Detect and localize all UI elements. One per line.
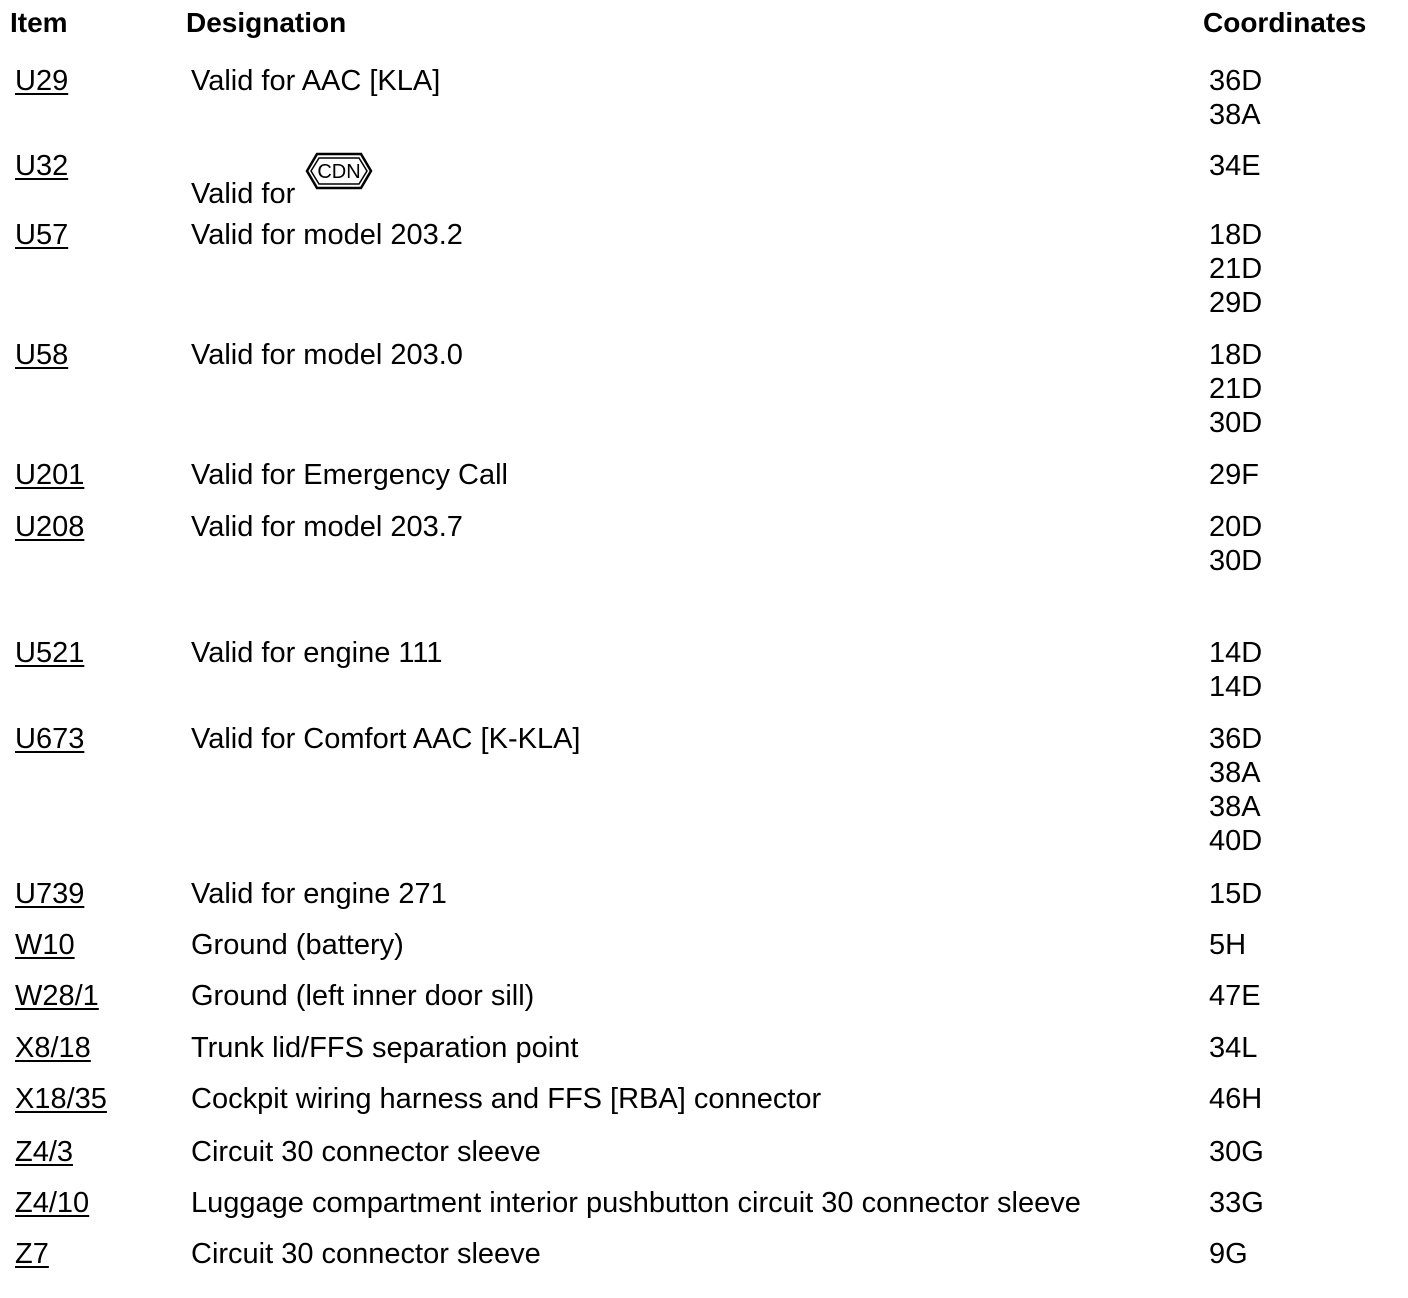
coordinate-value: 30D: [1209, 407, 1263, 439]
coordinate-value: 5H: [1209, 929, 1247, 961]
coordinates-cell: [1209, 722, 1262, 858]
designation-text: Valid for Comfort AAC [K-KLA]: [191, 723, 581, 755]
item-link[interactable]: W28/1: [15, 980, 99, 1012]
coordinates-cell: [1209, 64, 1262, 132]
coordinate-value: 38A: [1209, 757, 1261, 789]
coordinates-cell: [1209, 1135, 1264, 1169]
designation-cell: [191, 218, 463, 252]
designation-text: Luggage compartment interior pushbutton circuit 30 connector sleeve: [191, 1187, 1081, 1219]
designation-cell: [191, 979, 534, 1013]
item-link[interactable]: U32: [15, 150, 69, 182]
item-link[interactable]: Z4/10: [15, 1187, 90, 1219]
coordinate-value: 34E: [1209, 150, 1261, 182]
designation-cell: [191, 458, 508, 492]
designation-cell: [191, 1186, 1081, 1220]
coordinate-value: 18D: [1209, 339, 1263, 371]
cdn-symbol-label: CDN: [317, 161, 361, 183]
designation-text: Valid for model 203.2: [191, 219, 463, 251]
coordinate-value: 14D: [1209, 637, 1263, 669]
designation-text: Valid for engine 111: [191, 637, 443, 669]
coordinate-value: 29F: [1209, 459, 1259, 491]
coordinate-value: 21D: [1209, 373, 1263, 405]
coordinate-value: 29D: [1209, 287, 1263, 319]
item-link[interactable]: U58: [15, 339, 69, 371]
coordinate-value: 20D: [1209, 511, 1263, 543]
item-link[interactable]: U673: [15, 723, 85, 755]
coordinate-value: 47E: [1209, 980, 1261, 1012]
item-link[interactable]: X8/18: [15, 1032, 91, 1064]
item-link[interactable]: Z7: [15, 1238, 49, 1270]
item-link[interactable]: X18/35: [15, 1083, 107, 1115]
coordinate-value: 18D: [1209, 219, 1263, 251]
header-designation: Designation: [186, 7, 347, 38]
coordinate-value: 36D: [1209, 65, 1263, 97]
coordinate-value: 36D: [1209, 723, 1263, 755]
coordinate-value: 34L: [1209, 1032, 1258, 1064]
coordinate-value: 14D: [1209, 671, 1263, 703]
coordinates-cell: [1209, 149, 1261, 183]
coordinates-cell: [1209, 877, 1262, 911]
coordinate-value: 9G: [1209, 1238, 1248, 1270]
designation-cell: [191, 636, 443, 670]
designation-text: Cockpit wiring harness and FFS [RBA] connector: [191, 1083, 822, 1115]
coordinate-value: 30D: [1209, 545, 1263, 577]
coordinates-cell: [1209, 1237, 1248, 1271]
coordinates-cell: [1209, 1082, 1262, 1116]
item-link[interactable]: U29: [15, 65, 69, 97]
coordinate-value: 30G: [1209, 1136, 1264, 1168]
coordinates-cell: [1209, 1186, 1264, 1220]
designation-cell: [191, 722, 581, 756]
coordinates-cell: [1209, 218, 1262, 320]
designation-cell: [191, 161, 373, 211]
designation-cell: [191, 1237, 541, 1271]
coordinate-value: 15D: [1209, 878, 1263, 910]
coordinate-value: 33G: [1209, 1187, 1264, 1219]
item-link[interactable]: U521: [15, 637, 85, 669]
designation-text: Circuit 30 connector sleeve: [191, 1238, 541, 1270]
designation-text: Valid for AAC [KLA]: [191, 65, 441, 97]
designation-text: Valid for: [191, 178, 296, 210]
designation-cell: [191, 338, 463, 372]
designation-cell: [191, 1031, 578, 1065]
designation-text: Trunk lid/FFS separation point: [191, 1032, 579, 1064]
designation-cell: [191, 1082, 821, 1116]
coordinate-value: 38A: [1209, 791, 1261, 823]
designation-text: Ground (left inner door sill): [191, 980, 535, 1012]
item-link[interactable]: U208: [15, 511, 85, 543]
item-link[interactable]: W10: [15, 929, 75, 961]
designation-cell: [191, 510, 463, 544]
item-link[interactable]: U57: [15, 219, 69, 251]
coordinates-cell: [1209, 636, 1262, 704]
cdn-country-icon: [305, 151, 373, 191]
coordinates-cell: [1209, 510, 1262, 578]
designation-text: Valid for engine 271: [191, 878, 447, 910]
header-coordinates: Coordinates: [1203, 7, 1367, 38]
item-link[interactable]: U201: [15, 459, 85, 491]
coordinates-cell: [1209, 1031, 1257, 1065]
item-link[interactable]: U739: [15, 878, 85, 910]
designation-text: Ground (battery): [191, 929, 404, 961]
coordinate-value: 21D: [1209, 253, 1263, 285]
designation-text: Valid for Emergency Call: [191, 459, 508, 491]
header-item: Item: [10, 7, 68, 38]
coordinates-cell: [1209, 458, 1259, 492]
designation-text: Valid for model 203.0: [191, 339, 463, 371]
designation-text: Valid for model 203.7: [191, 511, 463, 543]
designation-cell: [191, 1135, 541, 1169]
item-link[interactable]: Z4/3: [15, 1136, 74, 1168]
designation-text: Circuit 30 connector sleeve: [191, 1136, 541, 1168]
coordinate-value: 46H: [1209, 1083, 1263, 1115]
coordinate-value: 40D: [1209, 825, 1263, 857]
coordinates-cell: [1209, 928, 1246, 962]
designation-cell: [191, 928, 404, 962]
coordinates-cell: [1209, 338, 1262, 440]
coordinate-value: 38A: [1209, 99, 1261, 131]
designation-cell: [191, 877, 447, 911]
designation-cell: [191, 64, 440, 98]
coordinates-cell: [1209, 979, 1261, 1013]
